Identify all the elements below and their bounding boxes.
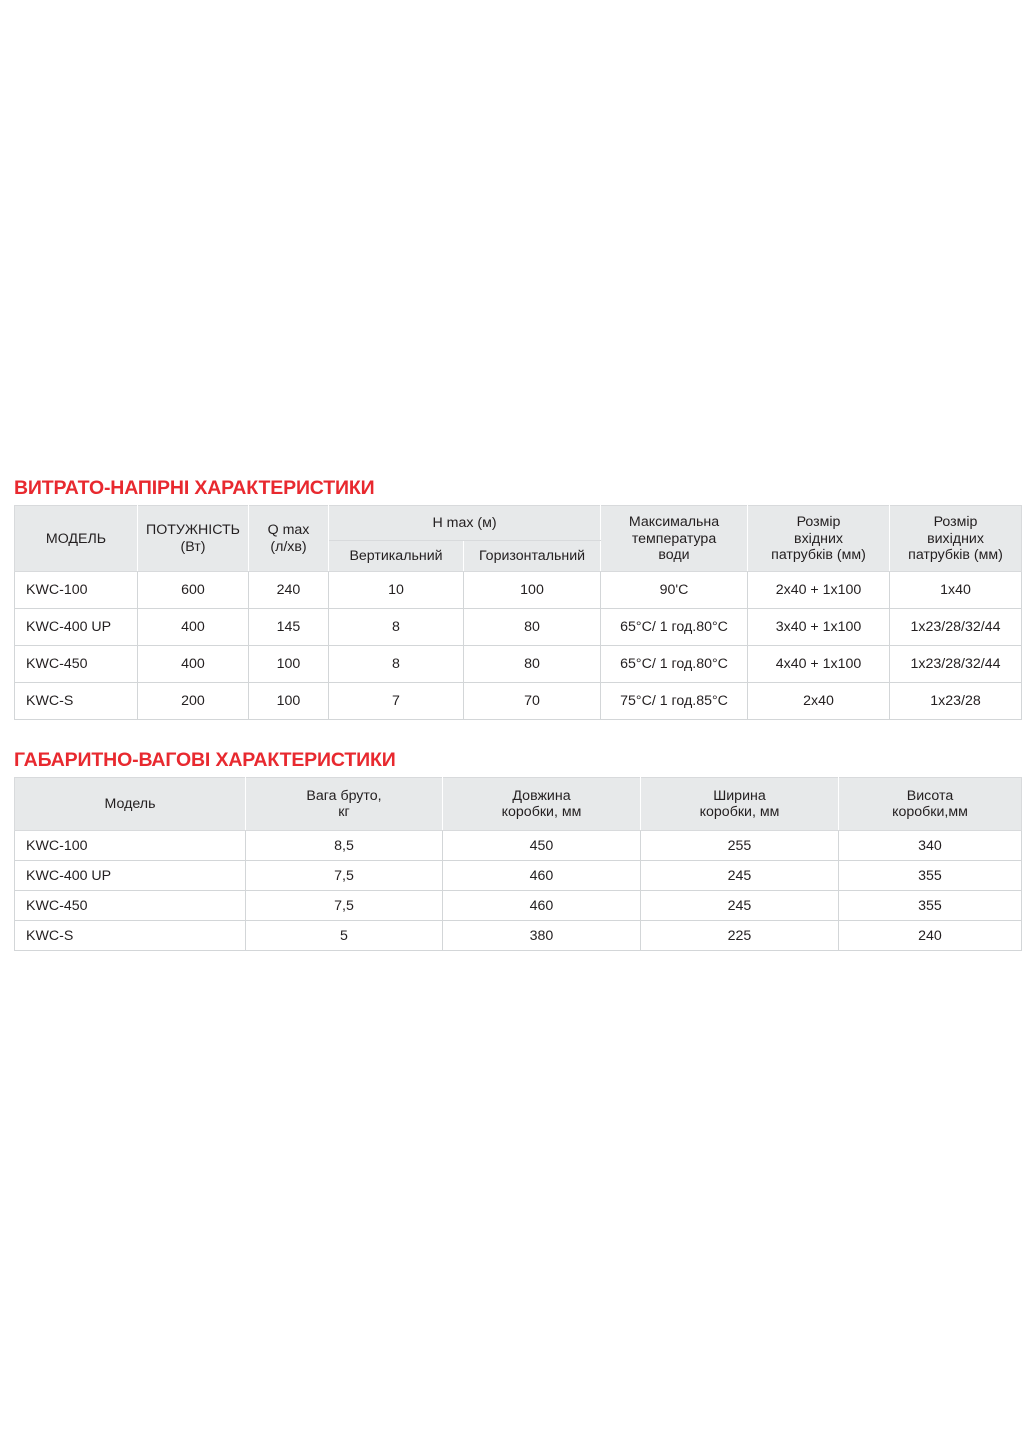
cell-width: 225 (641, 921, 839, 951)
cell-width: 245 (641, 891, 839, 921)
table-row (15, 861, 1022, 891)
cell-outlet: 1x40 (890, 572, 1022, 609)
cell-h-horizontal: 70 (464, 683, 601, 720)
cell-model: KWC-400 UP (15, 861, 246, 891)
header-box-length (443, 778, 641, 831)
header-hmax-horizontal: Горизонтальний (464, 541, 601, 572)
header-model: Модель (15, 778, 246, 831)
table-row (15, 572, 1022, 609)
cell-qmax: 145 (249, 609, 329, 646)
table-row (15, 609, 1022, 646)
header-max-temperature (601, 506, 748, 572)
header-height-line2: коробки,мм (892, 804, 968, 821)
header-qmax-line2: (л/хв) (270, 538, 307, 555)
header-qmax (249, 506, 329, 572)
cell-power: 600 (138, 572, 249, 609)
cell-h-horizontal: 100 (464, 572, 601, 609)
cell-max-temp: 75°C/ 1 год.85°C (601, 683, 748, 720)
cell-inlet: 4x40 + 1x100 (748, 646, 890, 683)
header-width-line1: Ширина (713, 787, 766, 804)
cell-length: 380 (443, 921, 641, 951)
flow-header-row-top (15, 506, 1022, 541)
cell-model: KWC-100 (15, 831, 246, 861)
header-inlet-line3: патрубків (мм) (771, 547, 866, 564)
cell-inlet: 2x40 + 1x100 (748, 572, 890, 609)
cell-max-temp: 65°C/ 1 год.80°C (601, 609, 748, 646)
cell-length: 460 (443, 861, 641, 891)
cell-max-temp: 90'C (601, 572, 748, 609)
header-length-line1: Довжина (512, 787, 571, 804)
cell-weight: 7,5 (246, 861, 443, 891)
flow-characteristics-title: ВИТРАТО-НАПІРНІ ХАРАКТЕРИСТИКИ (14, 477, 375, 499)
cell-model: KWC-S (15, 683, 138, 720)
cell-power: 400 (138, 609, 249, 646)
cell-outlet: 1x23/28 (890, 683, 1022, 720)
cell-inlet: 2x40 (748, 683, 890, 720)
dims-header-row (15, 778, 1022, 831)
dims-table-body (15, 831, 1022, 951)
header-hmax-group: H max (м) (329, 506, 601, 541)
cell-model: KWC-S (15, 921, 246, 951)
cell-h-vertical: 8 (329, 609, 464, 646)
flow-characteristics-section (14, 478, 1021, 720)
dimension-weight-section (14, 750, 1021, 951)
table-row (15, 891, 1022, 921)
header-power-line1: ПОТУЖНІСТЬ (146, 522, 240, 539)
cell-weight: 5 (246, 921, 443, 951)
cell-model: KWC-450 (15, 891, 246, 921)
header-temp-line2: температура (631, 530, 717, 547)
cell-height: 355 (839, 861, 1022, 891)
header-power (138, 506, 249, 572)
cell-h-horizontal: 80 (464, 646, 601, 683)
header-box-width (641, 778, 839, 831)
header-outlet-line2: вихідних (927, 530, 984, 547)
cell-height: 340 (839, 831, 1022, 861)
cell-width: 255 (641, 831, 839, 861)
cell-power: 200 (138, 683, 249, 720)
cell-length: 460 (443, 891, 641, 921)
cell-weight: 7,5 (246, 891, 443, 921)
dims-table-header (15, 778, 1022, 831)
header-model: МОДЕЛЬ (15, 506, 138, 572)
cell-weight: 8,5 (246, 831, 443, 861)
header-outlet-line3: патрубків (мм) (908, 547, 1003, 564)
cell-model: KWC-450 (15, 646, 138, 683)
header-height-line1: Висота (906, 787, 954, 804)
cell-height: 355 (839, 891, 1022, 921)
header-weight-line2: кг (338, 804, 350, 821)
header-qmax-line1: Q max (267, 522, 310, 539)
header-box-height (839, 778, 1022, 831)
header-length-line2: коробки, мм (501, 804, 582, 821)
header-gross-weight (246, 778, 443, 831)
cell-length: 450 (443, 831, 641, 861)
cell-qmax: 240 (249, 572, 329, 609)
table-row (15, 831, 1022, 861)
header-inlet-line2: вхідних (794, 530, 843, 547)
header-inlet-line1: Розмір (796, 514, 841, 531)
cell-height: 240 (839, 921, 1022, 951)
flow-table-header (15, 506, 1022, 572)
table-row (15, 646, 1022, 683)
cell-inlet: 3x40 + 1x100 (748, 609, 890, 646)
dimension-weight-title: ГАБАРИТНО-ВАГОВІ ХАРАКТЕРИСТИКИ (14, 749, 396, 771)
header-power-line2: (Вт) (180, 538, 206, 555)
header-inlet-size (748, 506, 890, 572)
cell-max-temp: 65°C/ 1 год.80°C (601, 646, 748, 683)
cell-h-horizontal: 80 (464, 609, 601, 646)
header-hmax-vertical: Вертикальний (329, 541, 464, 572)
cell-power: 400 (138, 646, 249, 683)
header-weight-line1: Вага бруто, (306, 787, 382, 804)
cell-outlet: 1x23/28/32/44 (890, 609, 1022, 646)
header-width-line2: коробки, мм (699, 804, 780, 821)
dimension-weight-table (14, 777, 1022, 951)
cell-model: KWC-100 (15, 572, 138, 609)
cell-h-vertical: 8 (329, 646, 464, 683)
table-row (15, 921, 1022, 951)
cell-qmax: 100 (249, 646, 329, 683)
cell-model: KWC-400 UP (15, 609, 138, 646)
cell-width: 245 (641, 861, 839, 891)
header-outlet-line1: Розмір (933, 514, 978, 531)
flow-characteristics-table (14, 505, 1022, 720)
cell-h-vertical: 10 (329, 572, 464, 609)
header-outlet-size (890, 506, 1022, 572)
table-row (15, 683, 1022, 720)
header-temp-line3: води (658, 547, 690, 564)
cell-qmax: 100 (249, 683, 329, 720)
header-temp-line1: Максимальна (628, 514, 720, 531)
flow-table-body (15, 572, 1022, 720)
cell-h-vertical: 7 (329, 683, 464, 720)
cell-outlet: 1x23/28/32/44 (890, 646, 1022, 683)
